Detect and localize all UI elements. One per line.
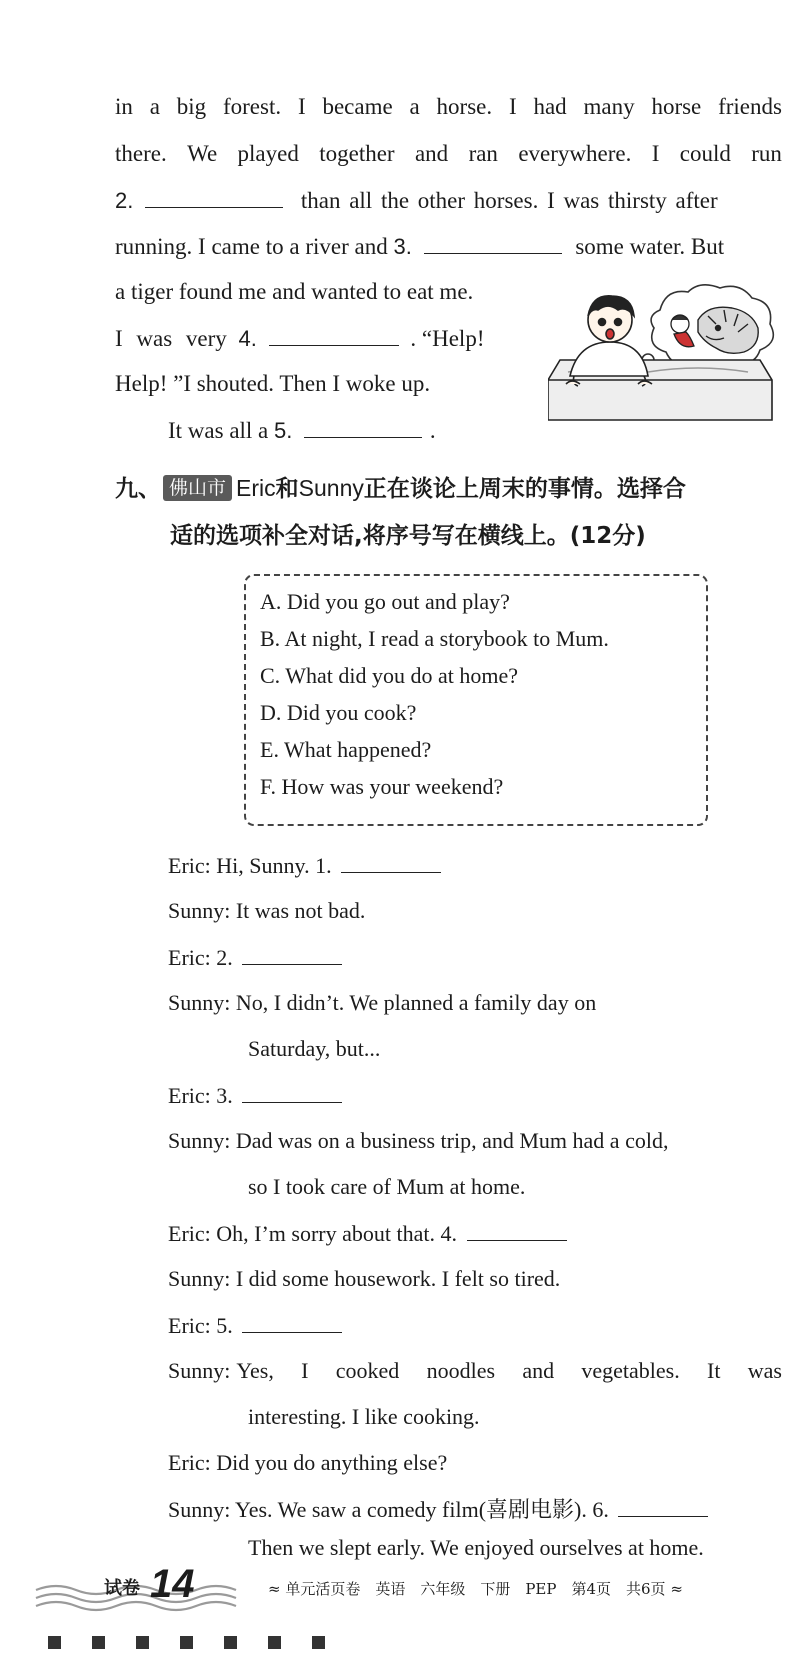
dialogue-text: Yes. We saw a comedy film(喜剧电影). 6. xyxy=(235,1497,609,1522)
answer-blank-3[interactable] xyxy=(424,231,562,254)
option-a: A. Did you go out and play? xyxy=(260,589,510,614)
badge-number: 14 xyxy=(150,1562,195,1606)
word: cooked xyxy=(335,1358,400,1383)
word: horse. xyxy=(436,94,493,119)
dialogue-line-6-cont: so I took care of Mum at home. xyxy=(248,1174,526,1199)
dialogue-blank-4[interactable] xyxy=(467,1218,567,1241)
region-tag: 佛山市 xyxy=(163,475,232,501)
word: together xyxy=(319,141,395,166)
word: I xyxy=(508,94,517,119)
word: I xyxy=(651,141,660,166)
dialogue-text: Hi, Sunny. 1. xyxy=(216,853,332,878)
dialogue-text: It was not bad. xyxy=(235,898,366,923)
word: Yes, xyxy=(236,1358,274,1383)
option-e: E. What happened? xyxy=(260,737,432,762)
speaker-sunny: Sunny: xyxy=(168,990,231,1015)
word: forest. xyxy=(222,94,282,119)
dream-illustration xyxy=(548,280,780,430)
dialogue-line-12-cont: Then we slept early. We enjoyed ourselves at home. xyxy=(248,1535,704,1560)
boy-icon xyxy=(566,296,652,386)
story-line-1 xyxy=(115,92,782,122)
question-number: 九、 xyxy=(115,476,161,502)
story-text: It was all a xyxy=(168,418,269,443)
answer-blank-2[interactable] xyxy=(145,185,283,208)
question-text: 正在谈论上周末的事情。选择合 xyxy=(363,476,686,502)
dialogue-line-10-cont: interesting. I like cooking. xyxy=(248,1404,480,1429)
speaker-eric: Eric: xyxy=(168,1221,211,1246)
option-c: C. What did you do at home? xyxy=(260,663,519,688)
answer-blank-4[interactable] xyxy=(269,323,399,346)
word: run xyxy=(751,141,782,166)
dialogue-line-6 xyxy=(168,1126,668,1156)
registration-mark xyxy=(92,1636,105,1649)
story-text: running. I came to a river and xyxy=(115,234,388,259)
blank-number: 5. xyxy=(274,418,293,443)
dialogue-line-9 xyxy=(168,1310,342,1341)
dialogue-blank-3[interactable] xyxy=(242,1080,342,1103)
story-text: . “Help! xyxy=(410,326,485,351)
registration-mark xyxy=(268,1636,281,1649)
story-line-5: a tiger found me and wanted to eat me. xyxy=(115,279,474,304)
footer-info: ≈ 单元活页卷 英语 六年级 下册 PEP 第4页 共6页 ≈ xyxy=(268,1580,683,1598)
registration-mark xyxy=(180,1636,193,1649)
dialogue-line-1 xyxy=(168,850,441,881)
registration-mark xyxy=(224,1636,237,1649)
registration-mark xyxy=(48,1636,61,1649)
word: It xyxy=(707,1358,721,1383)
word: big xyxy=(176,94,207,119)
dialogue-line-8 xyxy=(168,1264,560,1294)
blank-number: 4. xyxy=(238,326,257,351)
story-line-8 xyxy=(168,415,436,446)
word: noodles xyxy=(426,1358,496,1383)
story-text: . xyxy=(429,418,436,443)
blank-number: 3. xyxy=(393,234,412,259)
option-d: D. Did you cook? xyxy=(260,700,417,725)
dialogue-text: I did some housework. I felt so tired. xyxy=(235,1266,561,1291)
question-9-title-line-2: 适的选项补全对话,将序号写在横线上。(12分) xyxy=(170,523,646,549)
word: was xyxy=(747,1358,782,1383)
dialogue-text: 5. xyxy=(216,1313,233,1338)
question-text: 和 xyxy=(275,476,299,502)
dialogue-line-3 xyxy=(168,942,342,973)
story-line-2 xyxy=(115,139,782,169)
word: had xyxy=(533,94,567,119)
answer-blank-5[interactable] xyxy=(304,415,422,438)
dialogue-text: 2. xyxy=(216,945,233,970)
speaker-eric: Eric: xyxy=(168,1313,211,1338)
word: in xyxy=(115,94,133,119)
speaker-sunny: Sunny: xyxy=(168,1497,231,1522)
word: a xyxy=(409,94,420,119)
speaker-sunny: Sunny: xyxy=(168,1266,231,1291)
word: horse xyxy=(651,94,702,119)
word: could xyxy=(679,141,731,166)
dialogue-line-10 xyxy=(168,1356,782,1386)
badge-label: 试卷 xyxy=(104,1578,140,1599)
speaker-sunny: Sunny: xyxy=(168,1128,231,1153)
story-line-3 xyxy=(115,185,782,216)
word: became xyxy=(322,94,393,119)
word: and xyxy=(522,1358,555,1383)
speaker-eric: Eric: xyxy=(168,853,211,878)
dialogue-blank-2[interactable] xyxy=(242,942,342,965)
word: played xyxy=(237,141,299,166)
word: there. xyxy=(115,141,167,166)
word: many xyxy=(583,94,635,119)
speaker-eric: Eric: xyxy=(168,945,211,970)
speaker-eric: Eric: xyxy=(168,1450,211,1475)
word: I xyxy=(297,94,306,119)
speaker-eric: Eric: xyxy=(168,1083,211,1108)
dialogue-text: Oh, I’m sorry about that. 4. xyxy=(216,1221,457,1246)
dialogue-line-5 xyxy=(168,1080,342,1111)
story-text: than all the other horses. I was thirsty after xyxy=(300,188,718,213)
dialogue-blank-5[interactable] xyxy=(242,1310,342,1333)
option-f: F. How was your weekend? xyxy=(260,774,504,799)
story-line-7: Help! ”I shouted. Then I woke up. xyxy=(115,371,431,396)
word: a xyxy=(149,94,160,119)
name-sunny: Sunny xyxy=(298,475,364,501)
word: We xyxy=(187,141,218,166)
dialogue-text: Did you do anything else? xyxy=(216,1450,448,1475)
story-text: I was very xyxy=(115,326,227,351)
word: I xyxy=(301,1358,309,1383)
option-b: B. At night, I read a storybook to Mum. xyxy=(260,626,609,651)
dialogue-line-7 xyxy=(168,1218,567,1249)
name-eric: Eric xyxy=(236,475,276,501)
dialogue-line-11 xyxy=(168,1448,447,1478)
word: friends xyxy=(718,94,782,119)
dialogue-line-4-cont: Saturday, but... xyxy=(248,1036,381,1061)
dialogue-line-4 xyxy=(168,988,596,1018)
footer-registration-marks xyxy=(48,1636,352,1654)
dialogue-text: No, I didn’t. We planned a family day on xyxy=(235,990,597,1015)
dialogue-text: 3. xyxy=(216,1083,233,1108)
dialogue-text: Dad was on a business trip, and Mum had a cold, xyxy=(235,1128,669,1153)
dialogue-blank-1[interactable] xyxy=(341,850,441,873)
story-text: some water. But xyxy=(575,234,725,259)
question-9-title xyxy=(115,472,686,505)
speaker-sunny: Sunny: xyxy=(168,898,231,923)
dialogue-line-2 xyxy=(168,896,365,926)
word: vegetables. xyxy=(581,1358,680,1383)
dialogue-blank-6[interactable] xyxy=(618,1494,708,1517)
story-line-6 xyxy=(115,323,484,354)
blank-number: 2. xyxy=(115,188,134,213)
word: and xyxy=(414,141,449,166)
story-line-4 xyxy=(115,231,724,262)
word: everywhere. xyxy=(518,141,632,166)
registration-mark xyxy=(312,1636,325,1649)
dialogue-text xyxy=(236,1356,782,1386)
dialogue-line-12 xyxy=(168,1494,708,1525)
speaker-sunny: Sunny: xyxy=(168,1358,231,1383)
registration-mark xyxy=(136,1636,149,1649)
word: ran xyxy=(468,141,498,166)
